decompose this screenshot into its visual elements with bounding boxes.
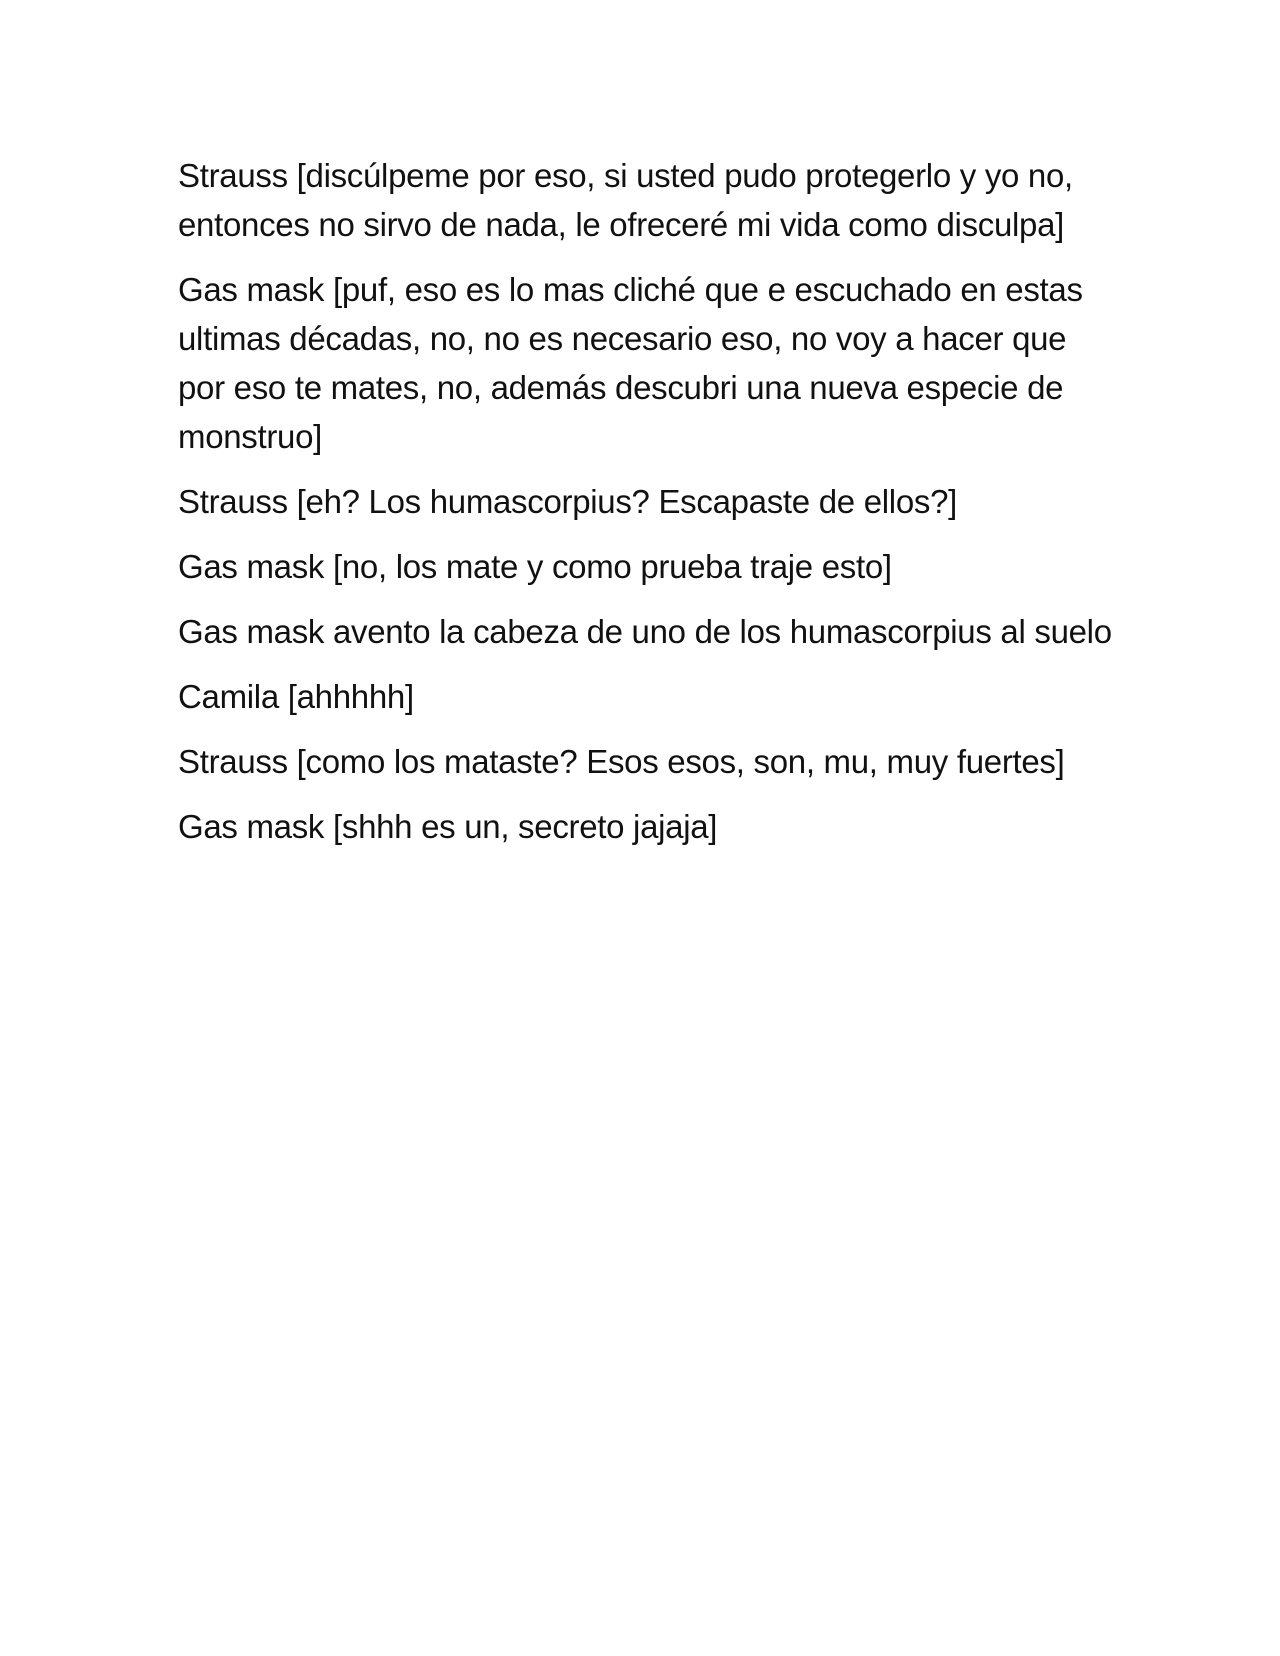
paragraph: Gas mask [no, los mate y como prueba traje esto] xyxy=(178,548,892,585)
paragraph: Gas mask [puf, eso es lo mas cliché que e escuchado en estas ultimas décadas, no, no es necesario eso, no voy a hacer que por eso te mates, no, además descubri una nueva especie de monstruo] xyxy=(178,271,1083,455)
paragraph: Strauss [como los mataste? Esos esos, son, mu, muy fuertes] xyxy=(178,743,1065,780)
paragraph: Camila [ahhhhh] xyxy=(178,678,414,715)
paragraph: Strauss [eh? Los humascorpius? Escapaste de ellos?] xyxy=(178,483,957,520)
paragraph: Gas mask avento la cabeza de uno de los humascorpius al suelo xyxy=(178,613,1112,650)
document-body xyxy=(178,151,1118,867)
paragraph: Gas mask [shhh es un, secreto jajaja] xyxy=(178,808,718,845)
paragraph: Strauss [discúlpeme por eso, si usted pudo protegerlo y yo no, entonces no sirvo de nada, le ofreceré mi vida como disculpa] xyxy=(178,157,1073,243)
